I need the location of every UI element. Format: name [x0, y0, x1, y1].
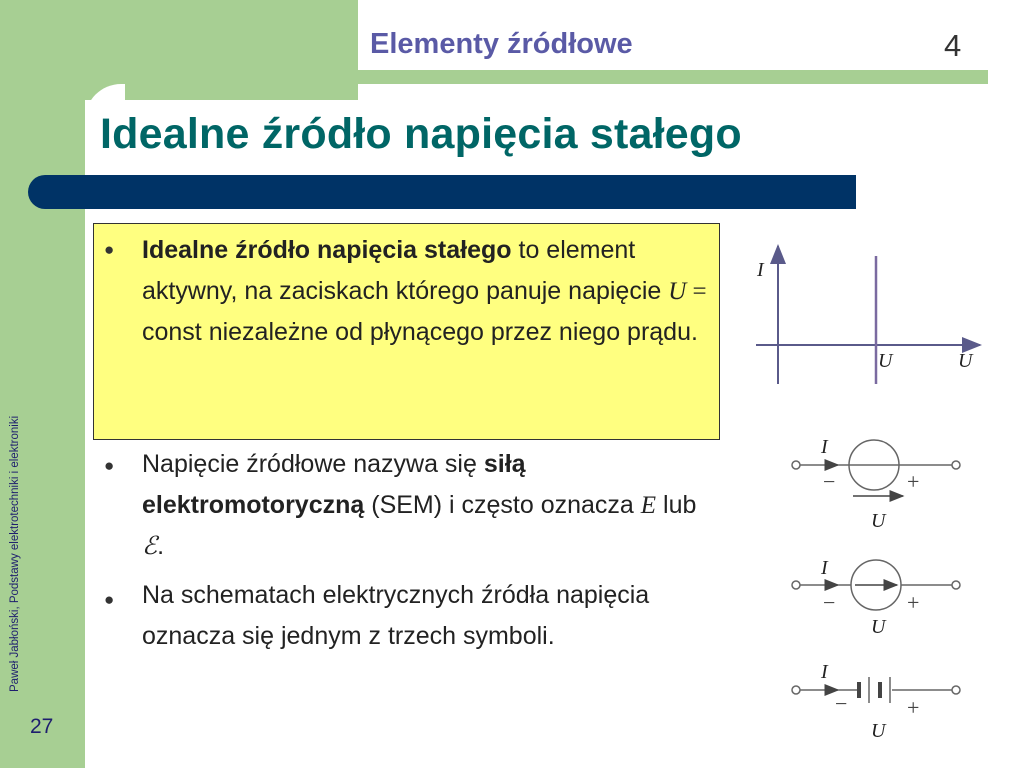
source-symbol-2 [783, 553, 973, 638]
terminal-right [952, 461, 960, 469]
terminal-right [952, 686, 960, 694]
voltage-mark-label: U [878, 350, 893, 372]
voltage-label: U [871, 616, 886, 638]
voltage-symbol: U [668, 278, 687, 305]
source-symbol-3-battery [783, 655, 973, 750]
plus-sign: + [907, 590, 920, 615]
bullet-dot: ● [104, 240, 115, 259]
voltage-label: U [871, 510, 886, 532]
emf-symbol-script: ℰ [142, 533, 158, 560]
bullet-dot: ● [104, 590, 115, 609]
section-number: 4 [944, 28, 962, 63]
page-number: 27 [30, 715, 54, 738]
terminal-left [792, 581, 800, 589]
green-header-strip [358, 70, 988, 84]
emf-symbol-e: E [640, 492, 657, 519]
bullet-definition: Idealne źródło napięcia stałego to element aktywny, na zaciskach którego panuje napięcie U = const niezależne od płynącego przez niego prądu. [142, 236, 707, 346]
terminal-left [792, 686, 800, 694]
current-label: I [821, 661, 828, 683]
plus-sign: + [907, 695, 920, 720]
bullet-sem: Napięcie źródłowe nazywa się siłą elektromotoryczną (SEM) i często oznacza E lub ℰ. [142, 450, 697, 560]
x-axis-label: U [958, 350, 973, 372]
bullet-schematics: Na schematach elektrycznych źródła napięcia oznacza się jednym z trzech symboli. [142, 581, 650, 650]
iu-characteristic-graph [748, 240, 988, 390]
terminal-right [952, 581, 960, 589]
minus-sign: − [835, 691, 848, 716]
section-title: Elementy źródłowe [370, 28, 633, 60]
source-symbol-1 [783, 430, 973, 535]
plus-sign: + [907, 469, 920, 494]
terminal-left [792, 461, 800, 469]
defined-term: Idealne źródło napięcia stałego [142, 236, 512, 264]
sem-term: siłą elektromotoryczną [142, 450, 526, 519]
current-label: I [821, 436, 828, 458]
current-label: I [821, 557, 828, 579]
author-footer: Paweł Jabłoński, Podstawy elektrotechniki i elektroniki [9, 415, 21, 692]
slide-title: Idealne źródło napięcia stałego [100, 110, 742, 158]
y-axis-label: I [757, 259, 764, 281]
minus-sign: − [823, 469, 836, 494]
minus-sign: − [823, 590, 836, 615]
title-underline-bar [28, 175, 856, 209]
voltage-label: U [871, 720, 886, 742]
bullet-dot: ● [104, 456, 115, 475]
